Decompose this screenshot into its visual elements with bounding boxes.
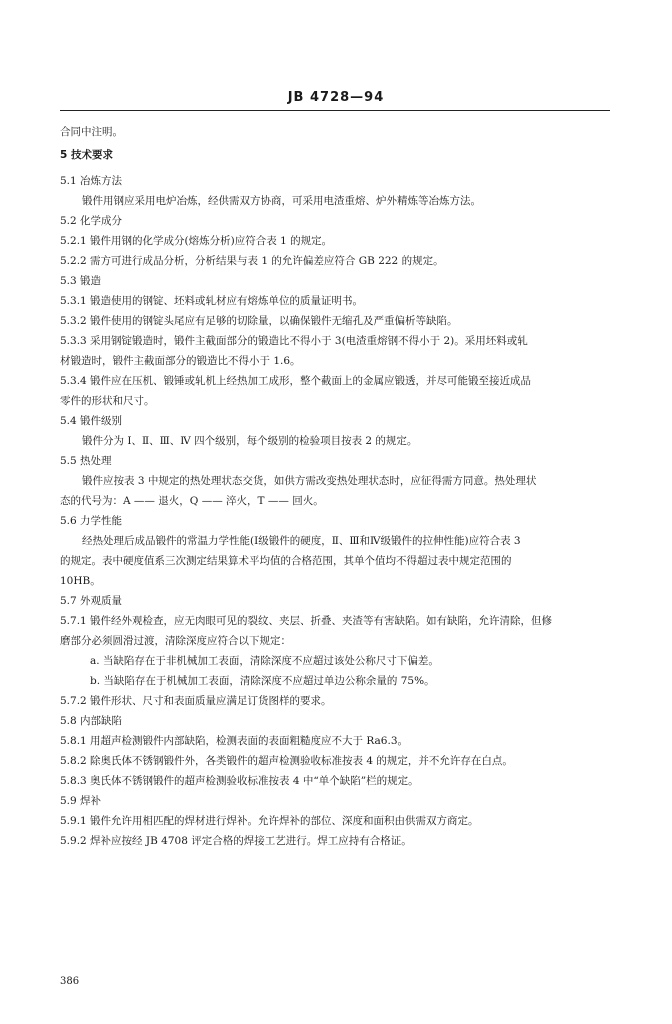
text-line: 5.9.2 焊补应按经 JB 4708 评定合格的焊接工艺进行。焊工应持有合格证。: [60, 835, 412, 847]
text-line: 经热处理后成品锻件的常温力学性能(Ⅰ级锻件的硬度，Ⅱ、Ⅲ和Ⅳ级锻件的拉伸性能)应符合表 3: [82, 535, 521, 547]
body-text: [60, 122, 612, 851]
text-line: 合同中注明。: [60, 126, 123, 138]
section-heading: 5 技术要求: [60, 149, 113, 161]
text-line: 5.8 内部缺陷: [60, 715, 123, 727]
text-line: 5.7 外观质量: [60, 595, 123, 607]
text-line: 5.2.1 锻件用钢的化学成分(熔炼分析)应符合表 1 的规定。: [60, 235, 333, 247]
text-line: 5.6 力学性能: [60, 515, 123, 527]
text-line: 5.7.1 锻件经外观检查，应无肉眼可见的裂纹、夹层、折叠、夹渣等有害缺陷。如有缺陷，允许清除，但修: [60, 615, 553, 627]
text-line: 锻件应按表 3 中规定的热处理状态交货，如供方需改变热处理状态时，应征得需方同意。热处理状: [82, 475, 537, 487]
text-line: 零件的形状和尺寸。: [60, 395, 155, 407]
text-line: 5.3 锻造: [60, 275, 102, 287]
text-line: 5.3.4 锻件应在压机、锻锤或轧机上经热加工成形，整个截面上的金属应锻透，并尽可能锻至接近成品: [60, 375, 532, 387]
text-line: 5.1 冶炼方法: [60, 175, 123, 187]
text-line: 5.8.3 奥氏体不锈钢锻件的超声检测验收标准按表 4 中“单个缺陷”栏的规定。: [60, 775, 419, 787]
page-number: 386: [60, 976, 80, 987]
text-line: 5.3.2 锻件使用的钢锭头尾应有足够的切除量，以确保锻件无缩孔及严重偏析等缺陷。: [60, 315, 458, 327]
text-line: 5.8.1 用超声检测锻件内部缺陷，检测表面的表面粗糙度应不大于 Ra6.3。: [60, 735, 408, 747]
text-line: 材锻造时，锻件主截面部分的锻造比不得小于 1.6。: [60, 355, 301, 367]
text-line: 5.8.2 除奥氏体不锈钢锻件外，各类锻件的超声检测验收标准按表 4 的规定，并不允许存在白点。: [60, 755, 513, 767]
text-line: 5.4 锻件级别: [60, 415, 123, 427]
text-line: b. 当缺陷存在于机械加工表面，清除深度不应超过单边公称余量的 75%。: [90, 675, 435, 687]
text-line: 5.2.2 需方可进行成品分析，分析结果与表 1 的允许偏差应符合 GB 222 的规定。: [60, 255, 444, 267]
text-line: 5.2 化学成分: [60, 215, 123, 227]
text-line: 5.3.3 采用钢锭锻造时，锻件主截面部分的锻造比不得小于 3(电渣重熔钢不得小于 2)。采用坯料或轧: [60, 335, 528, 347]
text-line: 的规定。表中硬度值系三次测定结果算术平均值的合格范围，其单个值均不得超过表中规定范围的: [60, 555, 512, 567]
text-line: a. 当缺陷存在于非机械加工表面，清除深度不应超过该处公称尺寸下偏差。: [90, 655, 439, 667]
text-line: 磨部分必须圆滑过渡，清除深度应符合以下规定：: [60, 635, 291, 647]
text-line: 锻件用钢应采用电炉冶炼，经供需双方协商，可采用电渣重熔、炉外精炼等冶炼方法。: [82, 195, 481, 207]
text-line: 态的代号为：A —— 退火，Q —— 淬火，T —— 回火。: [60, 495, 324, 507]
text-line: 5.3.1 锻造使用的钢锭、坯料或轧材应有熔炼单位的质量证明书。: [60, 295, 364, 307]
text-line: 5.9 焊补: [60, 795, 102, 807]
text-line: 5.9.1 锻件允许用相匹配的焊材进行焊补。允许焊补的部位、深度和面积由供需双方商定。: [60, 815, 479, 827]
page-header: JB 4728—94: [287, 90, 385, 105]
text-line: 10HB。: [60, 575, 101, 587]
text-line: 锻件分为 Ⅰ、Ⅱ、Ⅲ、Ⅳ 四个级别，每个级别的检验项目按表 2 的规定。: [82, 435, 418, 447]
text-line: 5.5 热处理: [60, 455, 112, 467]
header-rule: [60, 110, 610, 111]
text-line: 5.7.2 锻件形状、尺寸和表面质量应满足订货图样的要求。: [60, 695, 332, 707]
